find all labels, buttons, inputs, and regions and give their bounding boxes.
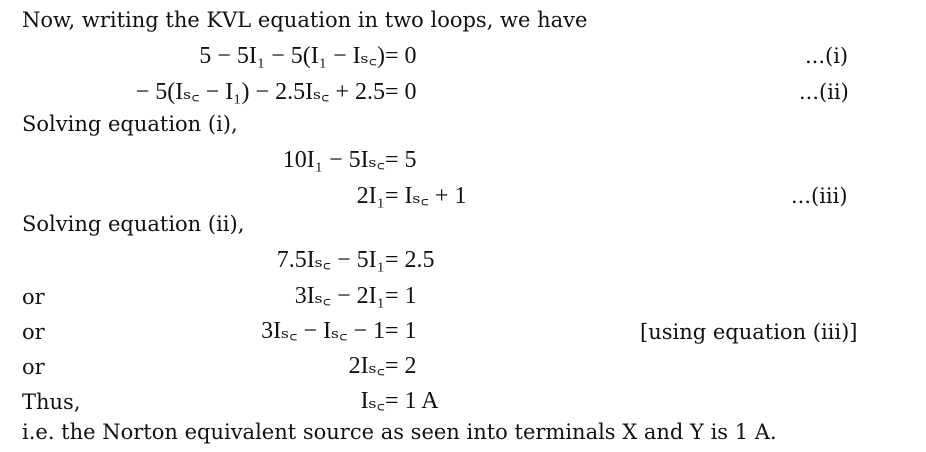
using-equation-note: [using equation (iii)] xyxy=(640,320,858,344)
solve-ii-step-2-prefix: or xyxy=(22,285,45,309)
intro-text: Now, writing the KVL equation in two loops, we have xyxy=(22,8,588,32)
solve-i-label: Solving equation (i), xyxy=(22,112,238,136)
solve-ii-label: Solving equation (ii), xyxy=(22,212,245,236)
solve-ii-step-3-lhs: 3Iₛ꜀ − Iₛ꜀ − 1 xyxy=(261,318,385,344)
solve-ii-step-4-prefix: or xyxy=(22,355,45,379)
equation-ii-tag: ...(ii) xyxy=(799,80,849,104)
result-lhs: Iₛ꜀ xyxy=(360,388,385,414)
equation-iii-tag: ...(iii) xyxy=(791,184,848,208)
solve-i-step-1-rhs: = 5 xyxy=(385,147,417,173)
solve-ii-step-4-rhs: = 2 xyxy=(385,353,417,379)
solve-ii-step-1-rhs: = 2.5 xyxy=(385,247,435,273)
solve-i-step-2-rhs: = Iₛ꜀ + 1 xyxy=(385,183,467,209)
solve-i-step-2-lhs: 2I₁ xyxy=(356,183,385,209)
equation-i-rhs: = 0 xyxy=(385,43,417,69)
equation-i-tag: ...(i) xyxy=(805,44,849,68)
conclusion-text: i.e. the Norton equivalent source as seen into terminals X and Y is 1 A. xyxy=(22,420,777,444)
solve-ii-step-4-lhs: 2Iₛ꜀ xyxy=(348,353,385,379)
result-rhs: = 1 A xyxy=(385,388,439,414)
solve-ii-step-3-prefix: or xyxy=(22,320,45,344)
solve-ii-step-2-rhs: = 1 xyxy=(385,283,417,309)
solve-i-step-1-lhs: 10I₁ − 5Iₛ꜀ xyxy=(282,147,385,173)
solve-ii-step-2-lhs: 3Iₛ꜀ − 2I₁ xyxy=(294,283,385,309)
equation-ii-rhs: = 0 xyxy=(385,79,417,105)
equation-ii-lhs: − 5(Iₛ꜀ − I₁) − 2.5Iₛ꜀ + 2.5 xyxy=(135,79,385,105)
solve-ii-step-1-lhs: 7.5Iₛ꜀ − 5I₁ xyxy=(276,247,385,273)
result-prefix: Thus, xyxy=(22,390,81,414)
equation-i-lhs: 5 − 5I₁ − 5(I₁ − Iₛ꜀) xyxy=(199,43,385,69)
solve-ii-step-3-rhs: = 1 xyxy=(385,318,417,344)
